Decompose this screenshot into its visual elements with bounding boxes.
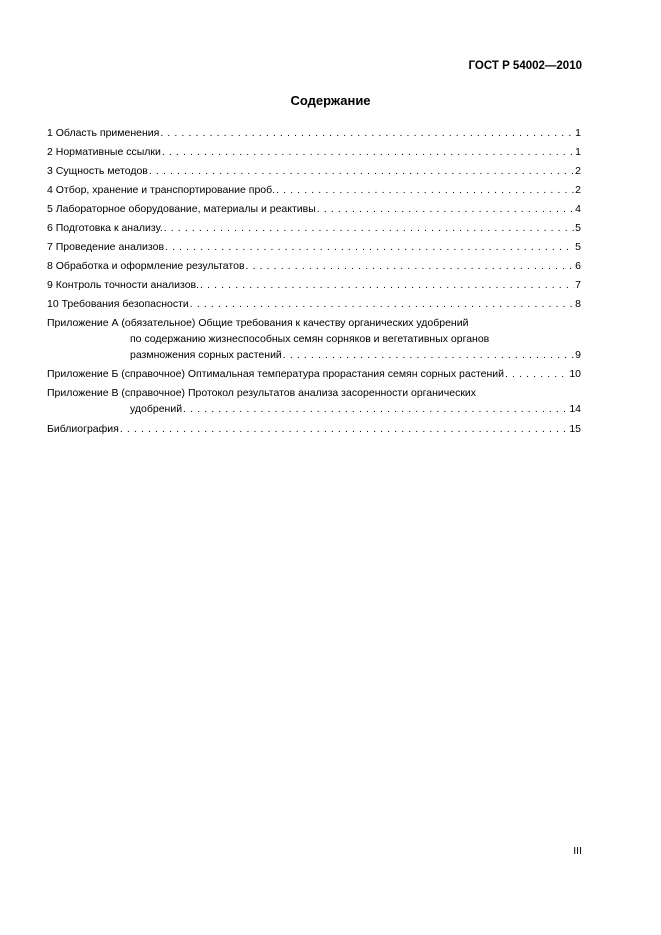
appendix-b-title-line: Приложение Б (справочное) Оптимальная температура прорастания семян сорных растений: [47, 368, 505, 380]
toc-entry-label: 6 Подготовка к анализу.: [47, 222, 163, 234]
toc-entry[interactable]: [47, 124, 581, 143]
appendix-a-title-line: размножения сорных растений: [130, 349, 282, 361]
appendix-v-last-line: [47, 401, 581, 417]
leader-dots: [120, 420, 568, 439]
toc-appendix-b[interactable]: [47, 366, 581, 382]
toc-entry-page: 9: [575, 349, 581, 361]
toc-entry-page: 1: [575, 146, 581, 158]
leader-dots: [200, 276, 574, 295]
toc-entry-page: 4: [575, 203, 581, 215]
leader-dots: [190, 295, 574, 314]
document-code: ГОСТ Р 54002—2010: [468, 60, 582, 72]
toc-entry-label: 5 Лабораторное оборудование, материалы и реактивы: [47, 203, 316, 215]
leader-dots: [283, 347, 574, 363]
toc-entry[interactable]: [47, 200, 581, 219]
leader-dots: [162, 143, 574, 162]
leader-dots: [505, 366, 568, 382]
appendix-b-line: [47, 366, 581, 382]
toc-entry-label: 3 Сущность методов: [47, 165, 148, 177]
toc-entry-label: 1 Область применения: [47, 127, 160, 139]
leader-dots: [149, 162, 574, 181]
leader-dots: [183, 401, 568, 417]
toc-entry-page: 2: [575, 184, 581, 196]
leader-dots: [246, 257, 575, 276]
toc-entry-label: 2 Нормативные ссылки: [47, 146, 161, 158]
toc-entry-label: 7 Проведение анализов: [47, 241, 165, 253]
toc-appendix-v[interactable]: [47, 385, 581, 417]
toc-entry-page: 15: [569, 423, 581, 435]
toc-appendix-a[interactable]: [47, 315, 581, 363]
toc-entry[interactable]: [47, 238, 581, 257]
appendix-a-title-line: по содержанию жизнеспособных семян сорняков и вегетативных органов: [130, 333, 490, 345]
appendix-v-title-line: удобрений: [130, 403, 183, 415]
toc-entry-label: 8 Обработка и оформление результатов: [47, 260, 245, 272]
appendix-v-title-line: Приложение В (справочное) Протокол результатов анализа засоренности органических: [47, 387, 477, 399]
toc-entry-page: 2: [575, 165, 581, 177]
page-title: Содержание: [290, 93, 371, 108]
toc-entry[interactable]: [47, 257, 581, 276]
leader-dots: [165, 238, 574, 257]
toc-entry-page: 8: [575, 298, 581, 310]
leader-dots: [276, 181, 574, 200]
toc-entry-page: 1: [575, 127, 581, 139]
leader-dots: [317, 200, 574, 219]
toc-entry[interactable]: [47, 181, 581, 200]
appendix-a-title-line: Приложение А (обязательное) Общие требования к качеству органических удобрений: [47, 317, 469, 329]
toc-bibliography[interactable]: [47, 420, 581, 439]
toc-entry[interactable]: [47, 162, 581, 181]
toc-entry[interactable]: [47, 276, 581, 295]
toc-entry-page: 5: [575, 241, 581, 253]
appendix-a-last-line: [47, 347, 581, 363]
toc-entry-label: Библиография: [47, 423, 119, 435]
toc-entry[interactable]: [47, 219, 581, 238]
leader-dots: [160, 124, 574, 143]
toc-entry-page: 5: [575, 222, 581, 234]
toc-entry[interactable]: [47, 143, 581, 162]
toc-entry[interactable]: [47, 295, 581, 314]
toc-entry-page: 14: [569, 403, 581, 415]
page-number: III: [573, 845, 582, 857]
toc-entry-page: 6: [575, 260, 581, 272]
toc-entry-label: 9 Контроль точности анализов.: [47, 279, 200, 291]
toc-entry-label: 4 Отбор, хранение и транспортирование проб.: [47, 184, 276, 196]
toc-entry-label: 10 Требования безопасности: [47, 298, 189, 310]
leader-dots: [164, 219, 574, 238]
toc-entry-page: 7: [575, 279, 581, 291]
table-of-contents: [47, 124, 581, 439]
toc-entry-page: 10: [569, 368, 581, 380]
